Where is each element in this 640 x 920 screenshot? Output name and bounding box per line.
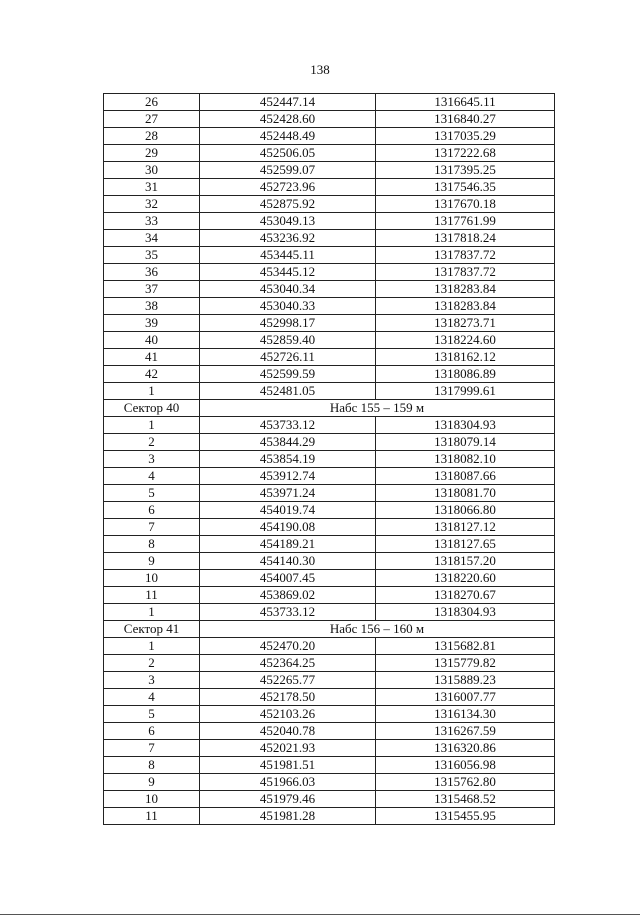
point-number-cell: 37: [104, 281, 200, 298]
table-row: [104, 213, 555, 230]
table-row: [104, 383, 555, 400]
point-number-cell: 26: [104, 94, 200, 111]
table-row: [104, 281, 555, 298]
table-row: [104, 570, 555, 587]
y-coordinate-cell: 1317837.72: [376, 264, 555, 281]
table-row: [104, 808, 555, 825]
y-coordinate-cell: 1315682.81: [376, 638, 555, 655]
x-coordinate-cell: 452364.25: [200, 655, 376, 672]
x-coordinate-cell: 452103.26: [200, 706, 376, 723]
point-number-cell: 1: [104, 604, 200, 621]
x-coordinate-cell: 452506.05: [200, 145, 376, 162]
table-row: [104, 196, 555, 213]
y-coordinate-cell: 1317035.29: [376, 128, 555, 145]
y-coordinate-cell: 1315468.52: [376, 791, 555, 808]
x-coordinate-cell: 451981.28: [200, 808, 376, 825]
table-row: [104, 587, 555, 604]
x-coordinate-cell: 452040.78: [200, 723, 376, 740]
point-number-cell: 4: [104, 689, 200, 706]
table-row: [104, 791, 555, 808]
y-coordinate-cell: 1318127.65: [376, 536, 555, 553]
coordinates-table-body: [104, 94, 555, 825]
table-row: [104, 638, 555, 655]
y-coordinate-cell: 1316840.27: [376, 111, 555, 128]
point-number-cell: 36: [104, 264, 200, 281]
point-number-cell: 33: [104, 213, 200, 230]
y-coordinate-cell: 1318224.60: [376, 332, 555, 349]
x-coordinate-cell: 452447.14: [200, 94, 376, 111]
x-coordinate-cell: 452998.17: [200, 315, 376, 332]
x-coordinate-cell: 451966.03: [200, 774, 376, 791]
point-number-cell: 27: [104, 111, 200, 128]
table-row: [104, 672, 555, 689]
page-number: 138: [310, 62, 330, 77]
x-coordinate-cell: 453869.02: [200, 587, 376, 604]
point-number-cell: 10: [104, 570, 200, 587]
point-number-cell: 30: [104, 162, 200, 179]
table-row: [104, 757, 555, 774]
x-coordinate-cell: 451979.46: [200, 791, 376, 808]
point-number-cell: 2: [104, 434, 200, 451]
table-row: [104, 536, 555, 553]
x-coordinate-cell: 453844.29: [200, 434, 376, 451]
table-row: [104, 315, 555, 332]
y-coordinate-cell: 1317546.35: [376, 179, 555, 196]
point-number-cell: 1: [104, 638, 200, 655]
y-coordinate-cell: 1318087.66: [376, 468, 555, 485]
table-row: [104, 349, 555, 366]
x-coordinate-cell: 453040.33: [200, 298, 376, 315]
point-number-cell: 8: [104, 757, 200, 774]
sector-name-cell: Сектор 41: [104, 621, 200, 638]
point-number-cell: 28: [104, 128, 200, 145]
x-coordinate-cell: 452428.60: [200, 111, 376, 128]
table-row: [104, 94, 555, 111]
y-coordinate-cell: 1317837.72: [376, 247, 555, 264]
x-coordinate-cell: 452481.05: [200, 383, 376, 400]
table-row: [104, 145, 555, 162]
y-coordinate-cell: 1318283.84: [376, 298, 555, 315]
point-number-cell: 5: [104, 485, 200, 502]
y-coordinate-cell: 1318270.67: [376, 587, 555, 604]
table-row: [104, 519, 555, 536]
x-coordinate-cell: 453854.19: [200, 451, 376, 468]
y-coordinate-cell: 1315889.23: [376, 672, 555, 689]
point-number-cell: 32: [104, 196, 200, 213]
x-coordinate-cell: 452726.11: [200, 349, 376, 366]
table-row: [104, 468, 555, 485]
sector-height-cell: Набс 155 – 159 м: [200, 400, 555, 417]
point-number-cell: 10: [104, 791, 200, 808]
point-number-cell: 9: [104, 774, 200, 791]
x-coordinate-cell: 452265.77: [200, 672, 376, 689]
x-coordinate-cell: 453445.12: [200, 264, 376, 281]
point-number-cell: 34: [104, 230, 200, 247]
point-number-cell: 8: [104, 536, 200, 553]
point-number-cell: 39: [104, 315, 200, 332]
point-number-cell: 6: [104, 502, 200, 519]
point-number-cell: 9: [104, 553, 200, 570]
table-row: [104, 247, 555, 264]
table-row: [104, 553, 555, 570]
x-coordinate-cell: 452599.59: [200, 366, 376, 383]
sector-header-row: [104, 621, 555, 638]
point-number-cell: 41: [104, 349, 200, 366]
table-row: [104, 723, 555, 740]
x-coordinate-cell: 452448.49: [200, 128, 376, 145]
y-coordinate-cell: 1318082.10: [376, 451, 555, 468]
y-coordinate-cell: 1318304.93: [376, 417, 555, 434]
x-coordinate-cell: 452599.07: [200, 162, 376, 179]
x-coordinate-cell: 453445.11: [200, 247, 376, 264]
point-number-cell: 35: [104, 247, 200, 264]
table-row: [104, 366, 555, 383]
coordinates-table: [103, 93, 555, 825]
point-number-cell: 5: [104, 706, 200, 723]
y-coordinate-cell: 1318273.71: [376, 315, 555, 332]
x-coordinate-cell: 454007.45: [200, 570, 376, 587]
point-number-cell: 40: [104, 332, 200, 349]
x-coordinate-cell: 453049.13: [200, 213, 376, 230]
y-coordinate-cell: 1316320.86: [376, 740, 555, 757]
table-row: [104, 604, 555, 621]
x-coordinate-cell: 454189.21: [200, 536, 376, 553]
point-number-cell: 38: [104, 298, 200, 315]
x-coordinate-cell: 454190.08: [200, 519, 376, 536]
table-row: [104, 689, 555, 706]
x-coordinate-cell: 452178.50: [200, 689, 376, 706]
sector-name-cell: Сектор 40: [104, 400, 200, 417]
x-coordinate-cell: 452723.96: [200, 179, 376, 196]
y-coordinate-cell: 1318079.14: [376, 434, 555, 451]
table-row: [104, 774, 555, 791]
point-number-cell: 1: [104, 417, 200, 434]
y-coordinate-cell: 1318157.20: [376, 553, 555, 570]
y-coordinate-cell: 1317761.99: [376, 213, 555, 230]
x-coordinate-cell: 454019.74: [200, 502, 376, 519]
table-row: [104, 434, 555, 451]
point-number-cell: 1: [104, 383, 200, 400]
y-coordinate-cell: 1317670.18: [376, 196, 555, 213]
x-coordinate-cell: 452859.40: [200, 332, 376, 349]
table-row: [104, 179, 555, 196]
y-coordinate-cell: 1318127.12: [376, 519, 555, 536]
y-coordinate-cell: 1316134.30: [376, 706, 555, 723]
scan-edge-line: [0, 914, 640, 915]
x-coordinate-cell: 452021.93: [200, 740, 376, 757]
y-coordinate-cell: 1317395.25: [376, 162, 555, 179]
y-coordinate-cell: 1318283.84: [376, 281, 555, 298]
y-coordinate-cell: 1315762.80: [376, 774, 555, 791]
y-coordinate-cell: 1318086.89: [376, 366, 555, 383]
x-coordinate-cell: 453733.12: [200, 417, 376, 434]
point-number-cell: 42: [104, 366, 200, 383]
y-coordinate-cell: 1318066.80: [376, 502, 555, 519]
table-row: [104, 332, 555, 349]
y-coordinate-cell: 1317999.61: [376, 383, 555, 400]
x-coordinate-cell: 453733.12: [200, 604, 376, 621]
sector-height-cell: Набс 156 – 160 м: [200, 621, 555, 638]
x-coordinate-cell: 452875.92: [200, 196, 376, 213]
table-row: [104, 740, 555, 757]
y-coordinate-cell: 1318220.60: [376, 570, 555, 587]
point-number-cell: 6: [104, 723, 200, 740]
sector-header-row: [104, 400, 555, 417]
y-coordinate-cell: 1315779.82: [376, 655, 555, 672]
x-coordinate-cell: 453236.92: [200, 230, 376, 247]
point-number-cell: 7: [104, 740, 200, 757]
point-number-cell: 2: [104, 655, 200, 672]
point-number-cell: 7: [104, 519, 200, 536]
x-coordinate-cell: 451981.51: [200, 757, 376, 774]
point-number-cell: 3: [104, 451, 200, 468]
x-coordinate-cell: 453971.24: [200, 485, 376, 502]
table-row: [104, 485, 555, 502]
table-row: [104, 230, 555, 247]
x-coordinate-cell: 452470.20: [200, 638, 376, 655]
y-coordinate-cell: 1318162.12: [376, 349, 555, 366]
table-row: [104, 502, 555, 519]
x-coordinate-cell: 454140.30: [200, 553, 376, 570]
y-coordinate-cell: 1317222.68: [376, 145, 555, 162]
table-row: [104, 162, 555, 179]
table-row: [104, 298, 555, 315]
point-number-cell: 4: [104, 468, 200, 485]
y-coordinate-cell: 1316645.11: [376, 94, 555, 111]
point-number-cell: 11: [104, 808, 200, 825]
table-row: [104, 111, 555, 128]
x-coordinate-cell: 453912.74: [200, 468, 376, 485]
table-row: [104, 128, 555, 145]
point-number-cell: 3: [104, 672, 200, 689]
x-coordinate-cell: 453040.34: [200, 281, 376, 298]
point-number-cell: 31: [104, 179, 200, 196]
table-row: [104, 417, 555, 434]
y-coordinate-cell: 1318081.70: [376, 485, 555, 502]
y-coordinate-cell: 1315455.95: [376, 808, 555, 825]
point-number-cell: 29: [104, 145, 200, 162]
y-coordinate-cell: 1318304.93: [376, 604, 555, 621]
table-row: [104, 706, 555, 723]
y-coordinate-cell: 1316007.77: [376, 689, 555, 706]
y-coordinate-cell: 1316056.98: [376, 757, 555, 774]
y-coordinate-cell: 1316267.59: [376, 723, 555, 740]
point-number-cell: 11: [104, 587, 200, 604]
table-row: [104, 655, 555, 672]
table-row: [104, 451, 555, 468]
table-row: [104, 264, 555, 281]
y-coordinate-cell: 1317818.24: [376, 230, 555, 247]
